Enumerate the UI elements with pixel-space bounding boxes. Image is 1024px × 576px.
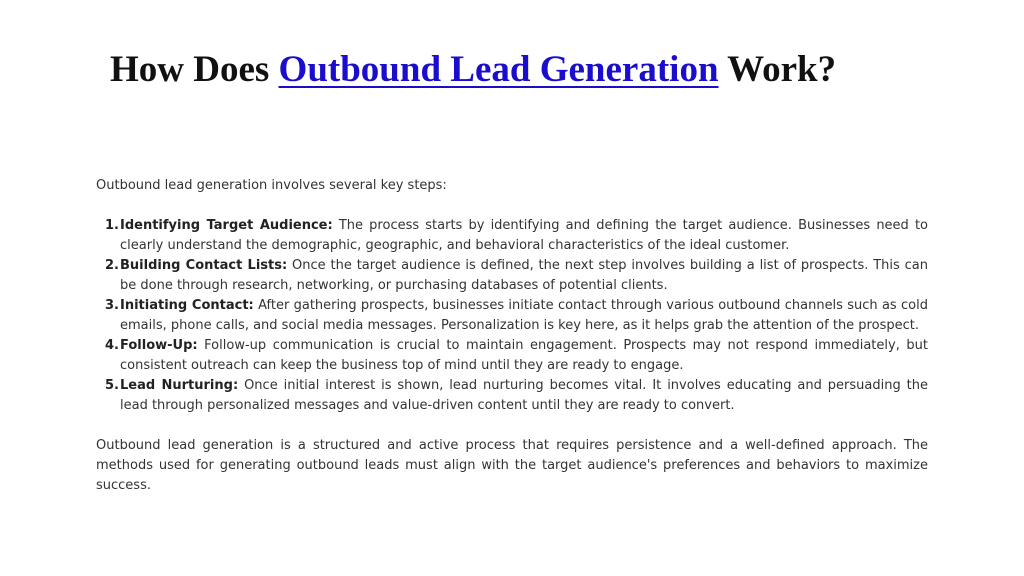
title-prefix: How Does <box>110 49 270 90</box>
step-number: 3. <box>105 298 119 313</box>
step-title: Lead Nurturing: <box>120 378 239 393</box>
step-number: 1. <box>105 218 119 233</box>
list-item <box>96 256 928 296</box>
step-title: Initiating Contact: <box>120 298 254 313</box>
step-text: The process starts by identifying and defining the target audience. Businesses need to clearly understand the demographic, geographic, and behavioral characteristics of the ideal customer. <box>120 218 929 253</box>
list-item <box>96 336 928 376</box>
steps-list <box>96 216 928 416</box>
article-body <box>96 176 928 496</box>
step-title: Building Contact Lists: <box>120 258 288 273</box>
step-text: Once initial interest is shown, lead nurturing becomes vital. It involves educating and persuading the lead through personalized messages and value-driven content until they are ready to convert. <box>120 378 928 413</box>
list-item <box>96 216 928 256</box>
step-number: 4. <box>105 338 119 353</box>
step-text: Once the target audience is defined, the next step involves building a list of prospects. This can be done through research, networking, or purchasing databases of potential clients. <box>120 258 928 293</box>
step-title: Identifying Target Audience: <box>120 218 333 233</box>
outbound-lead-generation-link[interactable]: Outbound Lead Generation <box>278 49 719 90</box>
list-item <box>96 376 928 416</box>
conclusion-text: Outbound lead generation is a structured and active process that requires persistence and a well-defined approach. The methods used for generating outbound leads must align with the target audience's preferences and behaviors to maximize success. <box>96 438 928 493</box>
title-suffix: Work? <box>727 49 837 90</box>
step-text: After gathering prospects, businesses initiate contact through various outbound channels such as cold emails, phone calls, and social media messages. Personalization is key here, as it helps grab the attention of the prospect. <box>120 298 928 333</box>
page-title <box>110 48 836 91</box>
list-item <box>96 296 928 336</box>
step-text: Follow-up communication is crucial to maintain engagement. Prospects may not respond immediately, but consistent outreach can keep the business top of mind until they are ready to engage. <box>120 338 928 373</box>
step-number: 5. <box>105 378 119 393</box>
step-title: Follow-Up: <box>120 338 198 353</box>
intro-text: Outbound lead generation involves several key steps: <box>96 178 447 193</box>
step-number: 2. <box>105 258 119 273</box>
